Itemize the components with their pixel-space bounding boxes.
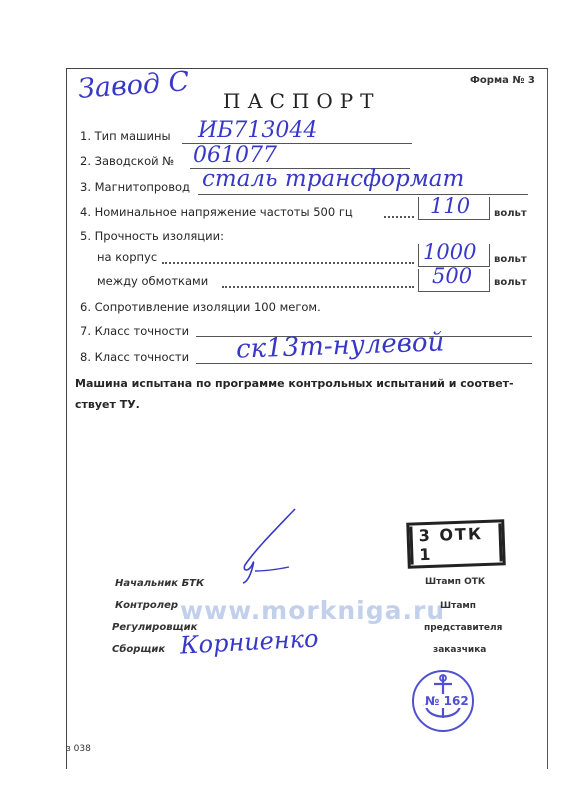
leader-dots [162,262,414,264]
handwritten-plant-name: Завод С [77,66,191,105]
anchor-stamp-text: № 162 [425,694,469,708]
field-label-insulation-resistance: 6. Сопротивление изоляции 100 мегом. [80,300,321,314]
unit-volt: вольт [494,208,527,219]
label-customer-stamp-2: представителя [424,623,503,633]
field-label-accuracy-class: 7. Класс точности [80,324,190,338]
field-label-machine-type: 1. Тип машины [80,129,171,143]
assembler-signature-name: Корниенко [179,624,320,660]
footer-code: з 038 [66,744,91,754]
statement-line-2: ствует ТУ. [75,398,140,411]
field-label-magnetic-core: 3. Магнитопровод [80,180,190,194]
field-value-rated-voltage: 110 [430,194,471,218]
field-label-serial-number: 2. Заводской № [80,154,175,168]
label-assembler: Сборщик [112,644,166,655]
label-customer-stamp-3: заказчика [433,645,487,655]
field-label-to-case: на корпус [97,250,158,264]
label-controller: Контролер [115,600,179,611]
leader-dots [222,286,414,288]
field-label-between-windings: между обмотками [97,274,209,288]
signature-head-btk [215,505,305,585]
label-adjuster: Регулировщик [112,622,198,633]
watermark: www.morkniga.ru [180,596,446,625]
field-value-magnetic-core: сталь трансформат [202,166,465,192]
unit-volt: вольт [494,277,527,288]
leader-dots [384,216,414,218]
label-head-btk: Начальник БТК [115,578,205,589]
form-number: Форма № 3 [470,75,535,86]
field-line [198,194,528,195]
field-value-serial-number: 061077 [193,143,277,168]
field-label-rated-voltage: 4. Номинальное напряжение частоты 500 гц [80,205,353,219]
field-value-between-windings: 500 [432,264,473,288]
otk-stamp-text: 3 ОТК 1 [409,523,502,564]
field-value-to-case: 1000 [423,240,477,264]
field-value-machine-type: ИБ713044 [198,118,318,143]
field-label-accuracy-class-2: 8. Класс точности [80,350,190,364]
page-title: ПАСПОРТ [223,89,381,113]
label-customer-stamp-1: Штамп [440,601,476,611]
field-value-accuracy-class-2: ск13т-нулевой [235,327,445,365]
unit-volt: вольт [494,254,527,265]
field-label-insulation: 5. Прочность изоляции: [80,229,224,243]
label-otk-stamp: Штамп ОТК [425,577,486,587]
statement-line-1: Машина испытана по программе контрольных испытаний и соответ- [75,377,514,390]
otk-stamp [406,519,506,568]
